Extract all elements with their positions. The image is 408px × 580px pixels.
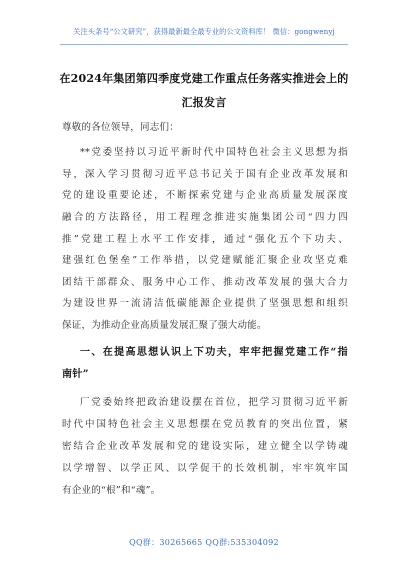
intro-line: 为建设世界一流清洁低碳能源企业提供了坚强思想和组织 — [62, 298, 348, 309]
intro-line: 党的建设重要论述，不断探索党建与企业高质量发展深度 — [62, 190, 348, 201]
footer-qq-groups: QQ群：30265665 QQ群:535304092 — [129, 538, 279, 547]
intro-line: **党委坚持以习近平新时代中国特色社会主义思想为指 — [80, 147, 348, 158]
intro-line: 融合的方法路径，用工程理念推进实施集团公司“四力四 — [62, 212, 348, 223]
intro-line: 推”党建工程上水平工作安排，通过“强化五个下功夫、 — [62, 234, 348, 245]
section-heading-line-1: 一、在提高思想认识上下功夫，牢牢把握党建工作“指 — [80, 347, 348, 358]
section-body-line: 厂党委始终把政治建设摆在首位，把学习贯彻习近平新 — [80, 397, 348, 408]
section-body-line: 时代中国特色社会主义思想摆在党员教育的突出位置，紧 — [62, 419, 348, 430]
document-title-line-1: 在2024年集团第四季度党建工作重点任务落实推进会上的 — [59, 72, 349, 85]
intro-line: 建强红色堡垒”工作举措，以党建赋能汇聚企业攻坚克难 — [62, 255, 348, 266]
intro-line: 导，深入学习贯彻习近平总书记关于国有企业改革发展和 — [62, 169, 348, 180]
header-promo-text: 关注头条号“公文研究”，获得最新最全最专业的公文资料库！ 微信：gongwenyj — [73, 27, 335, 36]
greeting: 尊敬的各位领导，同志们： — [62, 122, 180, 133]
header-divider — [60, 44, 348, 45]
section-heading-line-2: 南针” — [62, 369, 89, 380]
section-body-line: 有企业的“根”和“魂”。 — [62, 485, 161, 496]
section-body-line: 以学增智、以学正风、以学促干的长效机制，牢牢筑牢国 — [62, 463, 348, 474]
document-title-line-2: 汇报发言 — [181, 96, 227, 109]
section-body-line: 密结合企业改革发展和党的建设实际，建立健全以学铸魂 — [62, 441, 348, 452]
intro-line: 团结干部群众、服务中心工作、推动改革发展的强大合力 — [62, 277, 348, 288]
intro-line: 保证，为推动企业高质量发展汇聚了强大动能。 — [62, 320, 267, 331]
